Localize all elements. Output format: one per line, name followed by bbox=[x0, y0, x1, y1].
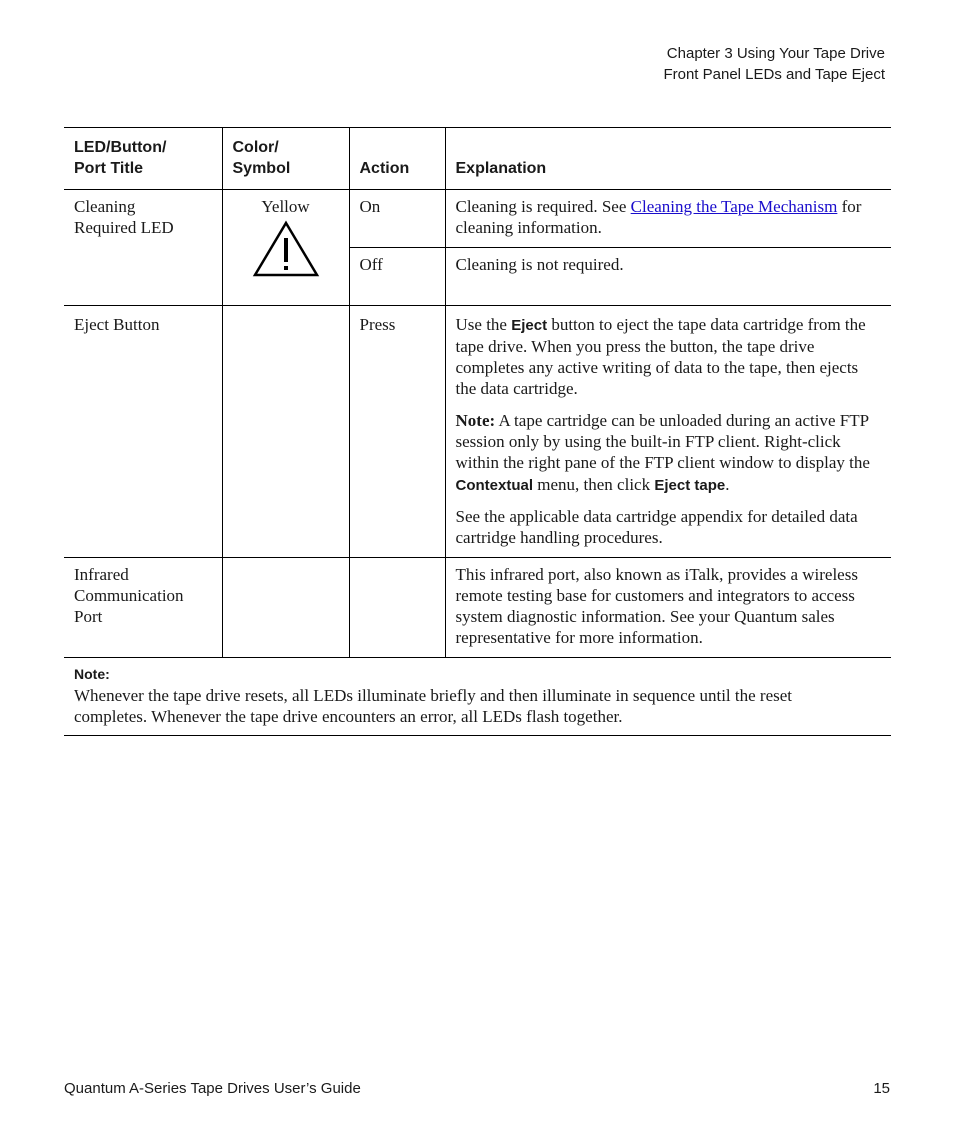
table-row bbox=[64, 190, 891, 248]
footer-title: Quantum A-Series Tape Drives User’s Guide bbox=[64, 1080, 361, 1097]
eject-color-cell bbox=[222, 305, 349, 557]
infrared-title-cell: Infrared Communication Port bbox=[64, 557, 222, 657]
explanation-on: Cleaning is required. See Cleaning the Tape Mechanism for cleaning information. bbox=[445, 190, 891, 248]
eject-explanation-cell: Use the Eject button to eject the tape data cartridge from the tape drive. When you press the button, the tape drive completes any active writing of data to the tape, then ejects the data cartridge. Note: A tape cartridge can be unloaded during an active FTP session only by using the built-in FTP client. Right-click within the right pane of the FTP client window to display the Contextual menu, then click Eject tape. See the applicable data cartridge appendix for detailed data cartridge handling procedures. bbox=[445, 305, 891, 557]
cleaning-title-cell: Cleaning Required LED bbox=[64, 190, 222, 306]
led-table bbox=[64, 127, 891, 736]
table-header-row bbox=[64, 128, 891, 190]
table-note bbox=[64, 657, 891, 735]
table-row bbox=[64, 557, 891, 657]
eject-title-cell: Eject Button bbox=[64, 305, 222, 557]
col-header-action: Action bbox=[349, 128, 445, 190]
running-header bbox=[663, 43, 885, 85]
note-label: Note: bbox=[74, 665, 110, 682]
col-header-explanation: Explanation bbox=[445, 128, 891, 190]
col-header-color: Color/ Symbol bbox=[222, 128, 349, 190]
table-note-row bbox=[64, 657, 891, 735]
page-number: 15 bbox=[873, 1080, 890, 1097]
explanation-off: Cleaning is not required. bbox=[445, 247, 891, 305]
infrared-explanation-cell: This infrared port, also known as iTalk, provides a wireless remote testing base for customers and integrators to access system diagnostic information. See your Quantum sales representative for more information. bbox=[445, 557, 891, 657]
table-row bbox=[64, 305, 891, 557]
chapter-title: Chapter 3 Using Your Tape Drive bbox=[666, 45, 885, 62]
section-title: Front Panel LEDs and Tape Eject bbox=[663, 66, 885, 83]
cleaning-mechanism-link[interactable]: Cleaning the Tape Mechanism bbox=[630, 197, 838, 216]
eject-action-cell: Press bbox=[349, 305, 445, 557]
color-label: Yellow bbox=[261, 197, 310, 216]
warning-triangle-icon bbox=[251, 219, 321, 279]
infrared-action-cell bbox=[349, 557, 445, 657]
col-header-title: LED/Button/ Port Title bbox=[64, 128, 222, 190]
action-off: Off bbox=[349, 247, 445, 305]
note-text: Whenever the tape drive resets, all LEDs illuminate briefly and then illuminate in sequence until the reset completes. Whenever the tape drive encounters an error, all LEDs flash together. bbox=[74, 686, 793, 727]
action-on: On bbox=[349, 190, 445, 248]
infrared-color-cell bbox=[222, 557, 349, 657]
cleaning-color-cell bbox=[222, 190, 349, 306]
